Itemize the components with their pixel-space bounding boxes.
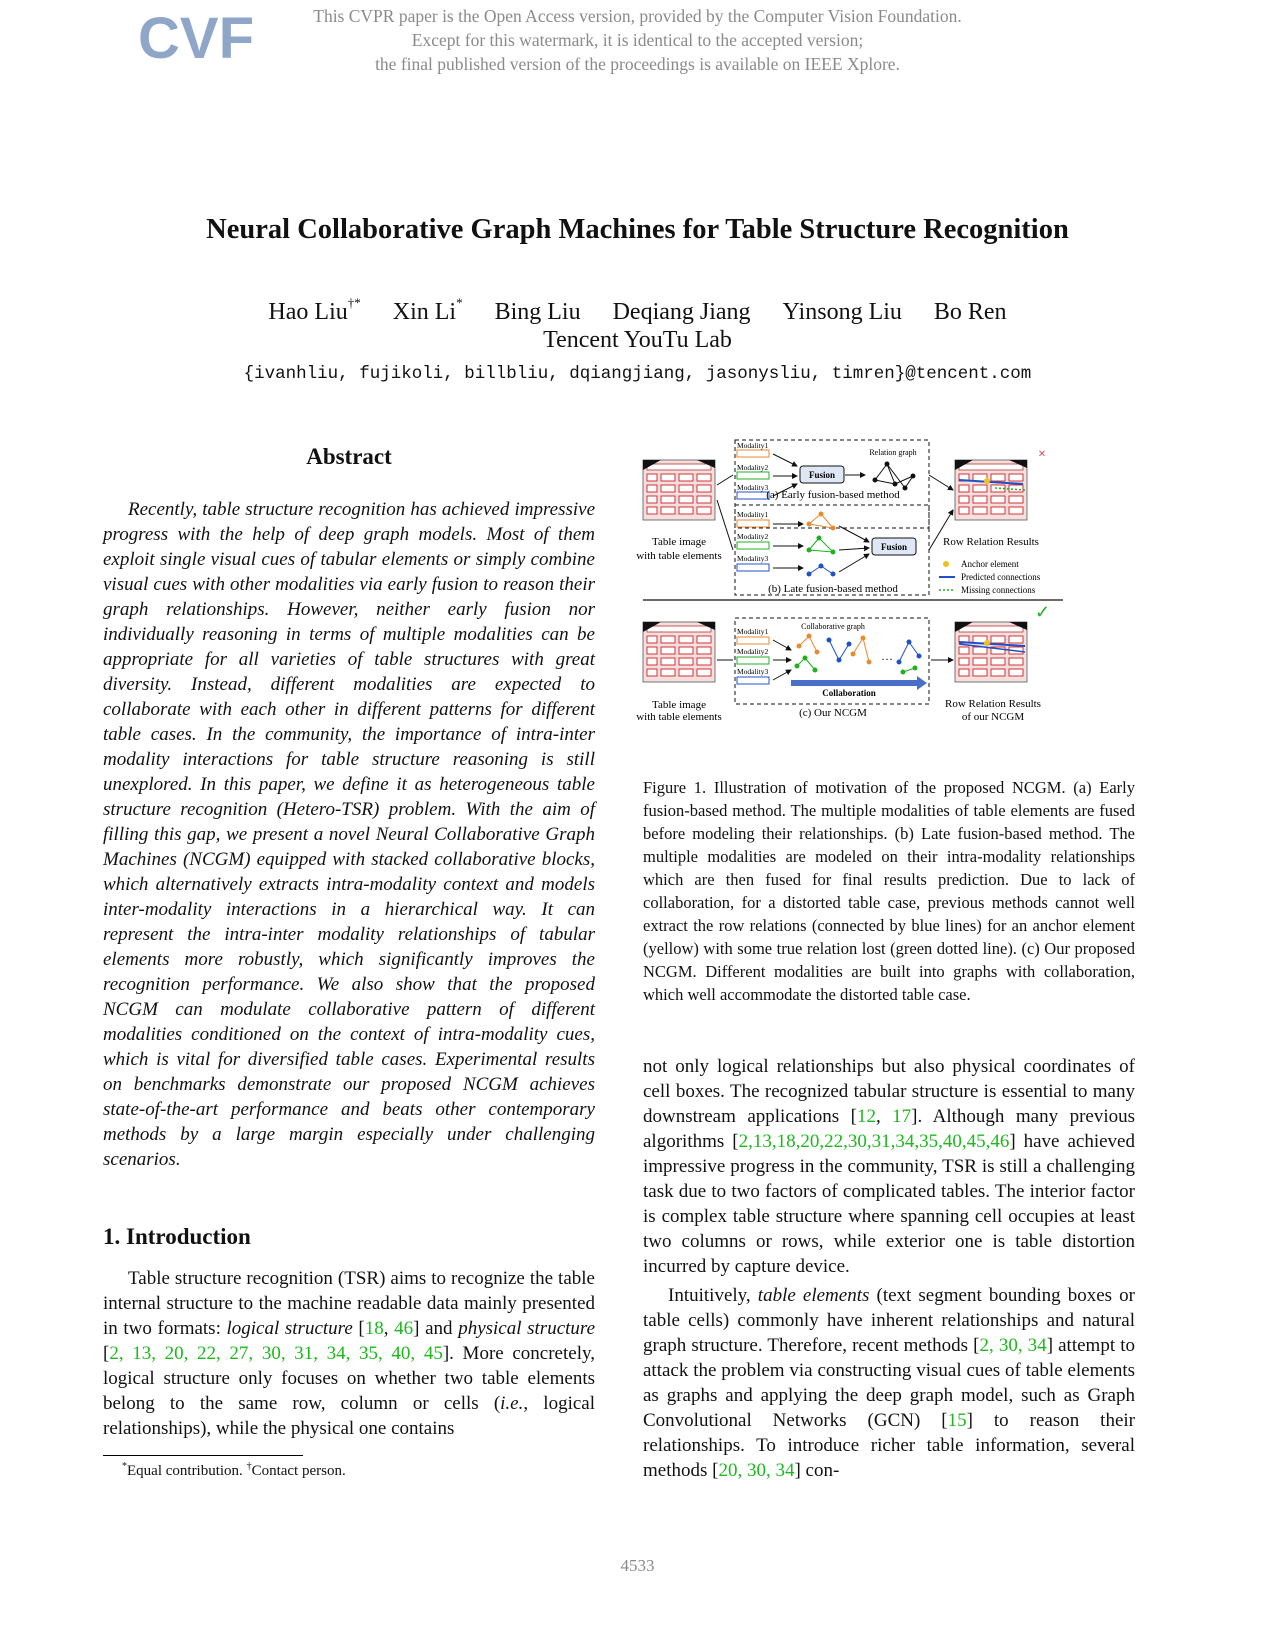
figure-1-caption: Figure 1. Illustration of motivation of the proposed NCGM. (a) Early fusion-based method. The multiple modalities of table elements are fused before modeling their relationships. (b) Late fusion-based method. The multiple modalities are modeled on their intra-modality relationships which are then fused for final results prediction. Due to lack of collaboration, for a distorted table case, previous methods cannot well extract the row relations (connected by blue lines) for an anchor element (yellow) with some true relation lost (green dotted line). (c) Our proposed NCGM. Different modalities are built into graphs with collaboration, which well accommodate the distorted table case.	[643, 778, 1135, 1004]
footnote-rule	[103, 1455, 303, 1456]
figure-legend	[939, 559, 1041, 595]
input-table-image	[643, 460, 715, 520]
cvf-logo-text: CVF	[138, 6, 254, 71]
svg-text:Modality2: Modality2	[737, 647, 769, 656]
citation-link[interactable]: 17	[892, 1106, 912, 1127]
svg-text:Modality3: Modality3	[737, 483, 769, 492]
late-fusion-panel	[735, 505, 929, 595]
svg-text:Relation graph: Relation graph	[869, 448, 917, 457]
svg-text:Modality1: Modality1	[737, 441, 769, 450]
author-list	[0, 295, 1275, 326]
author: Bing Liu	[494, 299, 581, 325]
ncgm-panel	[735, 618, 929, 719]
abstract-body	[103, 497, 595, 1172]
svg-text:of our NCGM: of our NCGM	[961, 711, 1025, 723]
svg-text:Table image: Table image	[652, 699, 706, 711]
watermark-line-2: Except for this watermark, it is identical to the accepted version;	[411, 30, 864, 50]
page-number: 4533	[620, 1556, 655, 1575]
svg-text:Predicted connections: Predicted connections	[961, 572, 1041, 582]
svg-text:with table elements: with table elements	[636, 711, 722, 723]
svg-text:Modality2: Modality2	[737, 532, 769, 541]
abstract-text: Recently, table structure recognition has achieved impressive progress with the help of deep graph models. Most of them exploit single visual cues of tabular elements or simply combine visual cues with other modalities via early fusion to reason their graph relationships. However, neither early fusion nor individually reasoning in terms of multiple modalities can be appropriate for all varieties of table structures with great diversity. Instead, different modalities are expected to collaborate with each other in different patterns for different table cases. In the community, the importance of intra-inter modality interactions for table structure reasoning is still unexplored. In this paper, we define it as heterogeneous table structure recognition (Hetero-TSR) problem. With the aim of filling this gap, we present a novel Neural Collaborative Graph Machines (NCGM) equipped with stacked collaborative blocks, which alternatively extracts intra-modality context and models inter-modality interactions in a hierarchical way. It can represent the intra-inter modality relationships of tabular elements more robustly, which significantly improves the recognition performance. We also show that the proposed NCGM can modulate collaborative pattern of different modalities conditioned on the context of intra-modality cues, which is vital for diversified table cases. Experimental results on benchmarks demonstrate our proposed NCGM achieves state-of-the-art performance and beats other contemporary methods by a large margin especially under challenging scenarios.	[103, 499, 595, 1170]
wrong-mark: ×	[1038, 447, 1046, 462]
svg-text:(a) Early fusion-based method: (a) Early fusion-based method	[766, 489, 900, 501]
svg-text:Anchor element: Anchor element	[961, 559, 1019, 569]
svg-text:Table image: Table image	[652, 536, 706, 548]
author: Xin Li*	[392, 295, 463, 325]
author-emails: {ivanhliu, fujikoli, billbliu, dqiangjiang, jasonysliu, timren}@tencent.com	[243, 364, 1032, 384]
author: Yinsong Liu	[782, 299, 902, 325]
abstract-heading: Abstract	[306, 444, 392, 469]
watermark	[0, 4, 1275, 76]
svg-text:with table elements: with table elements	[636, 550, 722, 562]
figure-1	[636, 440, 1123, 760]
intro-paragraph: Table structure recognition (TSR) aims to recognize the table internal structure to the machine readable data mainly presented in two formats: logical structure [18, 46] and physical structure [2, 13, 20, 22, 27, 30, 31, 34, 35, 40, 45]. More concretely, logical structure only focuses on whether two table elements belong to the same row, column or cells (i.e., logical relationships), while the physical one contains	[103, 1268, 596, 1439]
correct-mark: ✓	[1035, 602, 1051, 622]
svg-text:Modality3: Modality3	[737, 667, 769, 676]
svg-text:Modality1: Modality1	[737, 510, 769, 519]
intro-body	[103, 1266, 595, 1441]
row-result-table	[955, 460, 1027, 520]
author: Hao Liu†*	[268, 295, 361, 325]
ncgm-result-table	[955, 622, 1027, 682]
svg-text:Missing connections: Missing connections	[961, 585, 1036, 595]
svg-text:Modality3: Modality3	[737, 554, 769, 563]
svg-text:…: …	[881, 649, 893, 663]
svg-text:Collaboration: Collaboration	[822, 688, 876, 698]
svg-text:(b) Late fusion-based method: (b) Late fusion-based method	[768, 583, 898, 595]
footnote: *Equal contribution. †Contact person.	[122, 1461, 346, 1479]
svg-text:Modality2: Modality2	[737, 463, 769, 472]
svg-text:Collaborative graph: Collaborative graph	[801, 622, 865, 631]
watermark-line-3: the final published version of the proceedings is available on IEEE Xplore.	[375, 54, 900, 74]
citation-link[interactable]: 18	[364, 1318, 384, 1339]
svg-text:(c) Our NCGM: (c) Our NCGM	[799, 707, 867, 719]
citation-link[interactable]: 2, 13, 20, 22, 27, 30, 31, 34, 35, 40, 45	[109, 1343, 443, 1364]
svg-text:Row Relation Results: Row Relation Results	[943, 536, 1039, 548]
svg-text:Fusion: Fusion	[880, 542, 908, 552]
citation-link[interactable]: 2, 30, 34	[979, 1335, 1047, 1356]
watermark-line-1: This CVPR paper is the Open Access version, provided by the Computer Vision Foundation.	[313, 6, 962, 26]
svg-text:Row Relation Results: Row Relation Results	[945, 698, 1041, 710]
svg-text:Modality1: Modality1	[737, 627, 769, 636]
citation-link[interactable]: 2,13,18,20,22,30,31,34,35,40,45,46	[738, 1131, 1010, 1152]
intro-heading: 1. Introduction	[103, 1224, 251, 1249]
paragraph: Intuitively, table elements (text segment bounding boxes or table cells) commonly have inherent relationships and natural graph structure. Therefore, recent methods [2, 30, 34] attempt to attack the problem via constructing visual cues of table elements as graphs and applying the deep graph model, such as Graph Convolutional Networks (GCN) [15] to reason their relationships. To introduce richer table information, several methods [20, 30, 34] con-	[643, 1285, 1136, 1481]
citation-link[interactable]: 15	[947, 1410, 967, 1431]
affiliation: Tencent YouTu Lab	[543, 327, 732, 353]
citation-link[interactable]: 12	[856, 1106, 876, 1127]
author: Deqiang Jiang	[612, 299, 751, 325]
citation-link[interactable]: 46	[394, 1318, 414, 1339]
author: Bo Ren	[933, 299, 1007, 325]
paragraph: not only logical relationships but also physical coordinates of cell boxes. The recognized tabular structure is essential to many downstream applications [12, 17]. Although many previous algorithms [2,13,18,20,22,30,31,34,35,40,45,46] have achieved impressive progress in the community, TSR is still a challenging task due to two factors of complicated tables. The interior factor is complex table structure where spanning cell occupies at least two columns or rows, while exterior one is table distortion incurred by capture device.	[643, 1056, 1135, 1277]
right-column-body	[643, 1054, 1135, 1483]
paper-title: Neural Collaborative Graph Machines for Table Structure Recognition	[206, 214, 1069, 245]
citation-link[interactable]: 20, 30, 34	[718, 1460, 795, 1481]
svg-text:Fusion: Fusion	[808, 470, 836, 480]
